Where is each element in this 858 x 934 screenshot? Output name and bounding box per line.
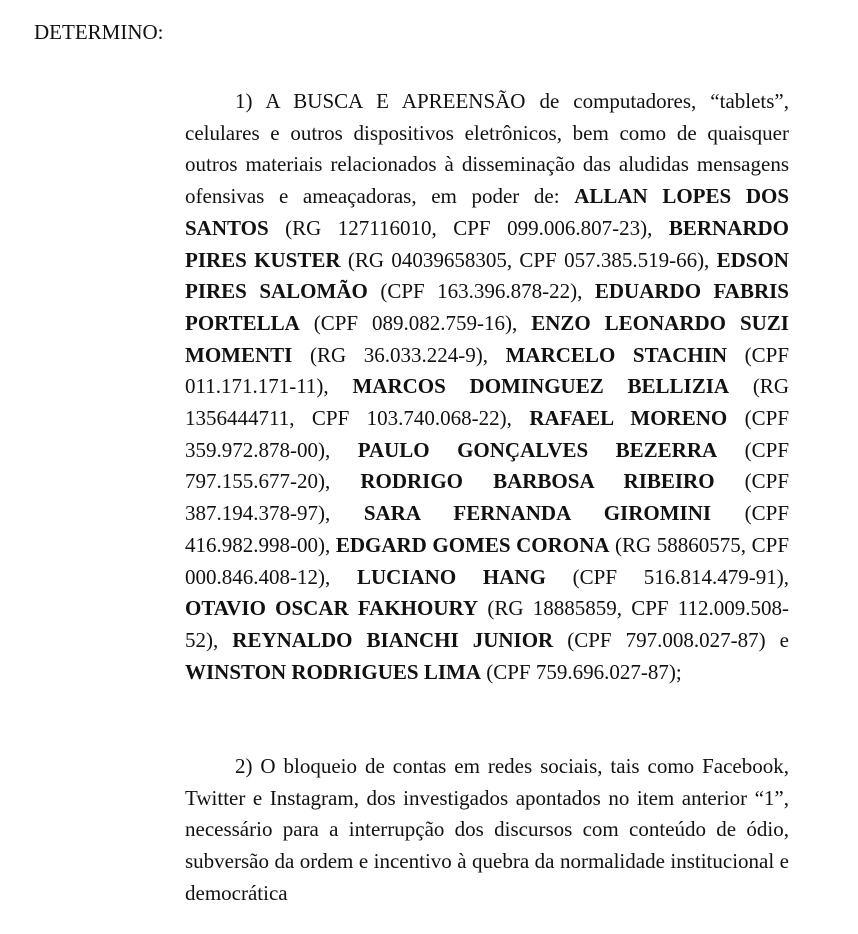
person-doc: (CPF 416.982.998-00),: [185, 501, 789, 557]
person-name: BERNARDO PIRES KUSTER: [185, 215, 789, 272]
person-doc: (RG 18885859, CPF 112.009.508-52),: [185, 596, 790, 652]
person-name: EDGARD GOMES CORONA: [335, 532, 610, 557]
person-name: REYNALDO BIANCHI JUNIOR: [232, 627, 554, 652]
determino-heading: DETERMINO:: [34, 20, 164, 44]
person-doc: (RG 1356444711, CPF 103.740.068-22),: [185, 374, 789, 431]
person-doc: (RG 58860575, CPF 000.846.408-12),: [185, 532, 789, 589]
person-name: MARCELO STACHIN: [505, 342, 728, 367]
person-doc: (CPF 516.814.479-91),: [545, 564, 789, 589]
person-name: EDSON PIRES SALOMÃO: [185, 247, 789, 304]
person-name: ALLAN LOPES DOS SANTOS: [185, 184, 790, 240]
person-doc: (CPF 797.008.027-87) e: [553, 627, 789, 652]
person-doc: (CPF 011.171.171-11),: [185, 342, 790, 399]
person-name: LUCIANO HANG: [356, 564, 546, 589]
person-name: SARA FERNANDA GIROMINI: [363, 501, 712, 526]
person-name: RAFAEL MORENO: [529, 406, 728, 431]
person-name: PAULO GONÇALVES BEZERRA: [357, 437, 718, 462]
person-name: WINSTON RODRIGUES LIMA: [185, 659, 481, 684]
person-name: RODRIGO BARBOSA RIBEIRO: [360, 469, 715, 494]
person-doc: (RG 127116010, CPF 099.006.807-23),: [268, 215, 669, 240]
person-doc: (RG 04039658305, CPF 057.385.519-66),: [340, 247, 717, 272]
item-1-intro: 1) A BUSCA E APREENSÃO de computadores, “tablets”, celulares e outros dispositivos eletrônicos, bem como de quaisquer outros materiais relacionados à disseminação das aludidas mensagens ofensivas e ameaçadoras, em poder de:: [185, 89, 789, 209]
person-doc: (CPF 797.155.677-20),: [185, 437, 790, 494]
person-name: MARCOS DOMINGUEZ BELLIZIA: [352, 374, 730, 399]
person-doc: (RG 36.033.224-9),: [292, 342, 506, 367]
item-2-paragraph: 2) O bloqueio de contas em redes sociais, tais como Facebook, Twitter e Instagram, dos investigados apontados no item anterior “1”, necessário para a interrupção dos discursos com conteúdo de ódio, subversão da ordem e incentivo à quebra da normalidade institucional e democrática: [185, 754, 789, 905]
person-name: EDUARDO FABRIS PORTELLA: [185, 279, 789, 335]
person-name: OTAVIO OSCAR FAKHOURY: [185, 596, 479, 621]
person-doc: (CPF 163.396.878-22),: [367, 279, 595, 304]
person-doc: (CPF 359.972.878-00),: [185, 406, 789, 462]
person-doc: (CPF 759.696.027-87);: [481, 659, 682, 684]
person-doc: (CPF 387.194.378-97),: [185, 469, 790, 526]
item-1-paragraph: [185, 86, 789, 688]
person-doc: (CPF 089.082.759-16),: [299, 310, 532, 335]
person-name: ENZO LEONARDO SUZI MOMENTI: [185, 310, 789, 367]
